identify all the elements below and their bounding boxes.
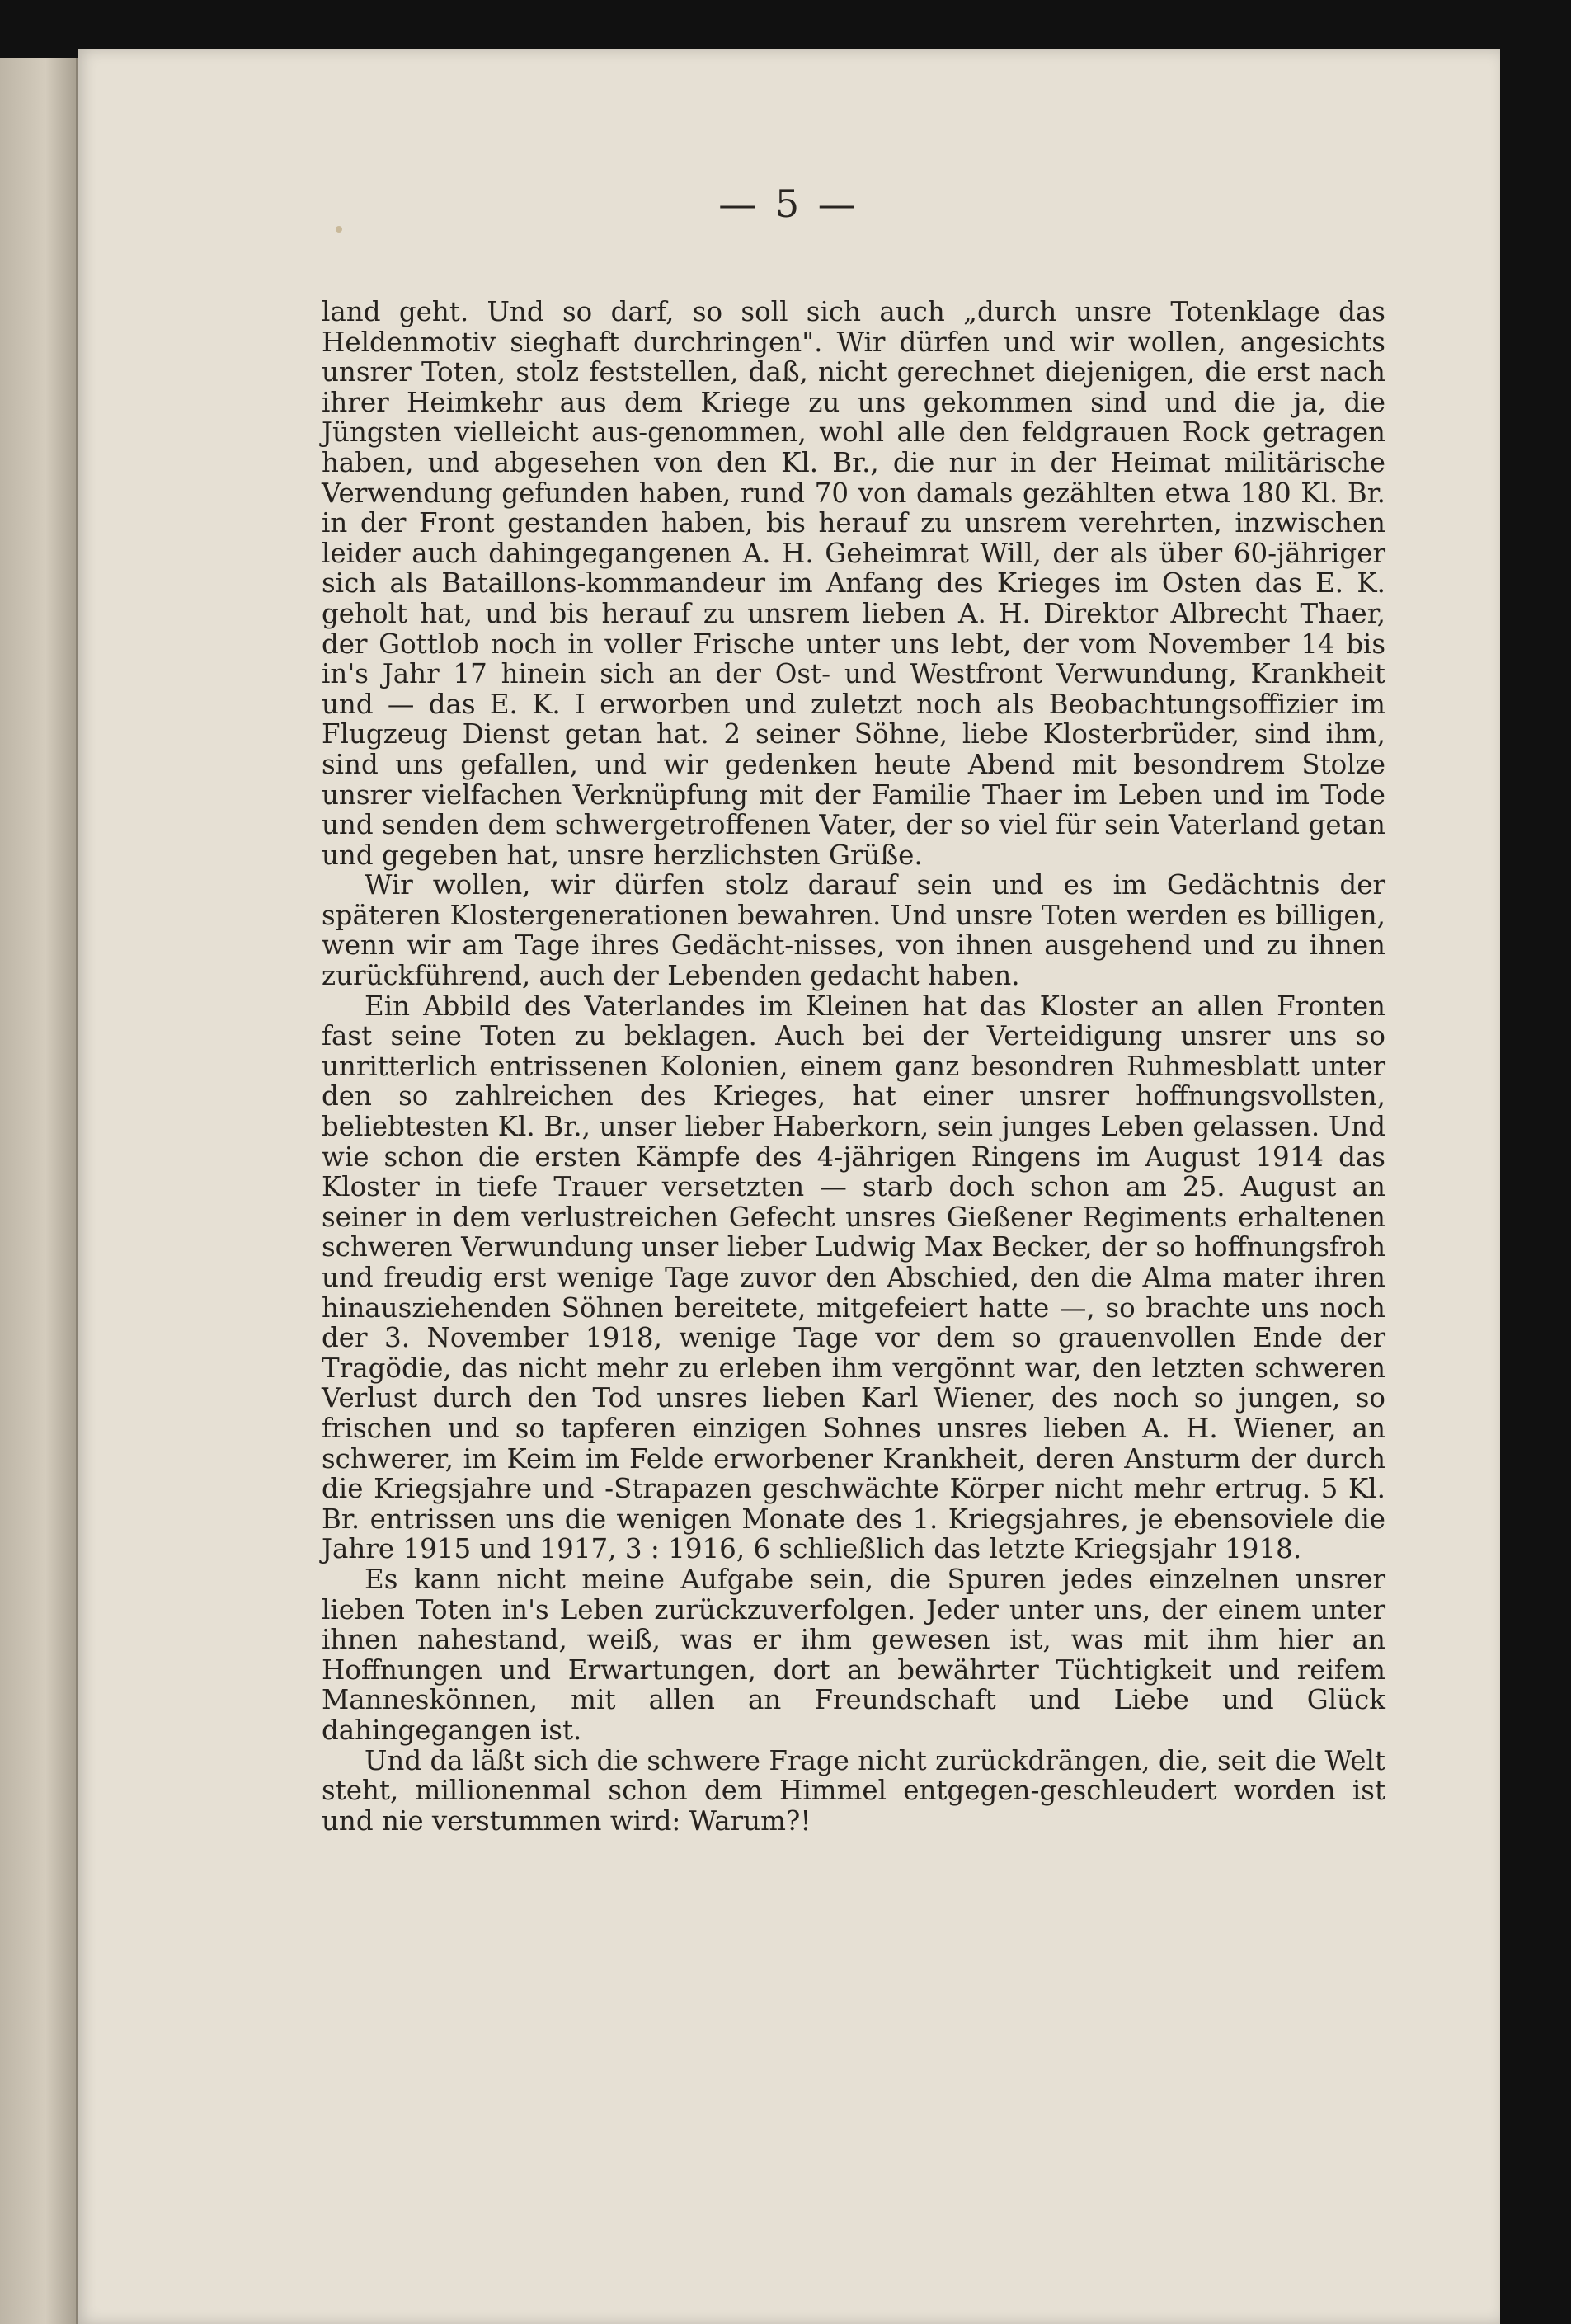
paragraph: Wir wollen, wir dürfen stolz darauf sein und es im Gedächtnis der späteren Klostergenerationen bewahren. Und unsre Toten werden es billigen, wenn wir am Tage ihres Gedächt-nisses, von ihnen ausgehend und zu ihnen zurückführend, auch der Lebenden gedacht haben.	[322, 869, 1385, 992]
body-text	[322, 297, 1385, 1836]
previous-page-edge	[0, 58, 78, 2324]
paragraph: Ein Abbild des Vaterlandes im Kleinen hat das Kloster an allen Fronten fast seine Toten zu beklagen. Auch bei der Verteidigung unsrer uns so unritterlich entrissenen Kolonien, einem ganz besondren Ruhmesblatt unter den so zahlreichen des Krieges, hat einer unsrer hoffnungsvollsten, beliebtesten Kl. Br., unser lieber Haberkorn, sein junges Leben gelassen. Und wie schon die ersten Kämpfe des 4-jährigen Ringens im August 1914 das Kloster in tiefe Trauer versetzten — starb doch schon am 25. August an seiner in dem verlustreichen Gefecht unsres Gießener Regiments erhaltenen schweren Verwundung unser lieber Ludwig Max Becker, der so hoffnungsfroh und freudig erst wenige Tage zuvor den Abschied, den die Alma mater ihren hinausziehenden Söhnen bereitete, mitgefeiert hatte —, so brachte uns noch der 3. November 1918, wenige Tage vor dem so grauenvollen Ende der Tragödie, das nicht mehr zu erleben ihm vergönnt war, den letzten schweren Verlust durch den Tod unsres lieben Karl Wiener, des noch so jungen, so frischen und so tapferen einzigen Sohnes unsres lieben A. H. Wiener, an schwerer, im Keim im Felde erworbener Krankheit, deren Ansturm der durch die Kriegsjahre und -Strapazen geschwächte Körper nicht mehr ertrug. 5 Kl. Br. entrissen uns die wenigen Monate des 1. Kriegsjahres, je ebensoviele die Jahre 1915 und 1917, 3 : 1916, 6 schließlich das letzte Kriegsjahr 1918.	[322, 990, 1385, 1565]
page-number: — 5 —	[718, 181, 859, 226]
paper-speck	[336, 226, 342, 233]
paragraph: land geht. Und so darf, so soll sich auch „durch unsre Totenklage das Heldenmotiv sieghaft durchringen". Wir dürfen und wir wollen, angesichts unsrer Toten, stolz feststellen, daß, nicht gerechnet diejenigen, die erst nach ihrer Heimkehr aus dem Kriege zu uns gekommen sind und die ja, die Jüngsten vielleicht aus-genommen, wohl alle den feldgrauen Rock getragen haben, und abgesehen von den Kl. Br., die nur in der Heimat militärische Verwendung gefunden haben, rund 70 von damals gezählten etwa 180 Kl. Br. in der Front gestanden haben, bis herauf zu unsrem verehrten, inzwischen leider auch dahingegangenen A. H. Geheimrat Will, der als über 60-jähriger sich als Bataillons-kommandeur im Anfang des Krieges im Osten das E. K. geholt hat, und bis herauf zu unsrem lieben A. H. Direktor Albrecht Thaer, der Gottlob noch in voller Frische unter uns lebt, der vom November 14 bis in's Jahr 17 hinein sich an der Ost- und Westfront Verwundung, Krankheit und — das E. K. I erworben und zuletzt noch als Beobachtungsoffizier im Flugzeug Dienst getan hat. 2 seiner Söhne, liebe Klosterbrüder, sind ihm, sind uns gefallen, und wir gedenken heute Abend mit besondrem Stolze unsrer vielfachen Verknüpfung mit der Familie Thaer im Leben und im Tode und senden dem schwergetroffenen Vater, der so viel für sein Vaterland getan und gegeben hat, unsre herzlichsten Grüße.	[322, 296, 1385, 871]
document-page	[78, 49, 1500, 2324]
page-gutter	[0, 58, 76, 2324]
paragraph: Es kann nicht meine Aufgabe sein, die Spuren jedes einzelnen unsrer lieben Toten in's Leben zurückzuverfolgen. Jeder unter uns, der einem unter ihnen nahestand, weiß, was er ihm gewesen ist, was mit ihm hier an Hoffnungen und Erwartungen, dort an bewährter Tüchtigkeit und reifem Manneskönnen, mit allen an Freundschaft und Liebe und Glück dahingegangen ist.	[322, 1563, 1385, 1746]
paragraph: Und da läßt sich die schwere Frage nicht zurückdrängen, die, seit die Welt steht, millionenmal schon dem Himmel entgegen-geschleudert worden ist und nie verstummen wird: Warum?!	[322, 1744, 1385, 1837]
